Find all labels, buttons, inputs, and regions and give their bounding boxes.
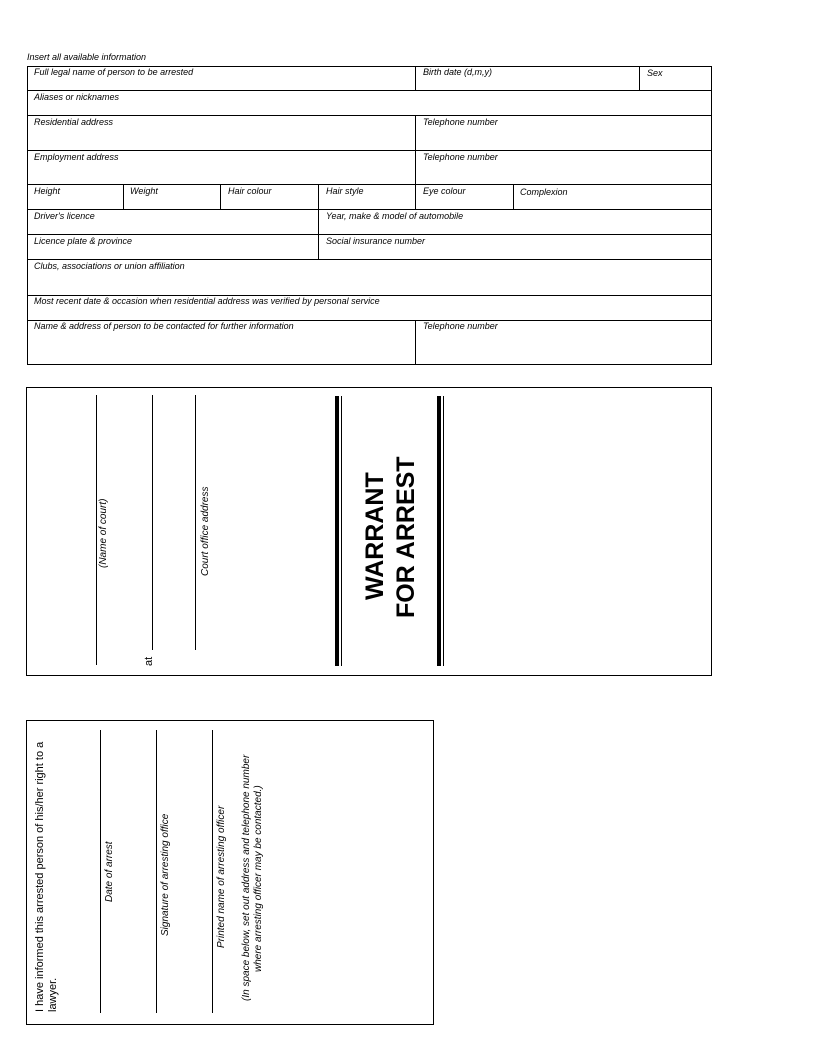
- signature-label: Signature of arresting office: [160, 813, 171, 936]
- telephone-field-3[interactable]: Telephone number: [423, 321, 498, 331]
- warrant-title-line1: WARRANT: [361, 472, 389, 600]
- row-rule: [27, 259, 712, 260]
- col-rule: [513, 184, 514, 209]
- info-header: Insert all available information: [27, 52, 147, 62]
- informed-statement-line1: I have informed this arrested person of his/her right to a: [34, 741, 46, 1012]
- row-rule: [27, 150, 712, 151]
- court-address-line: [195, 395, 196, 650]
- complexion-field[interactable]: Complexion: [520, 187, 568, 197]
- weight-field[interactable]: Weight: [130, 186, 158, 196]
- employment-address-field[interactable]: Employment address: [34, 152, 119, 162]
- full-name-field[interactable]: Full legal name of person to be arrested: [34, 67, 194, 77]
- licence-plate-field[interactable]: Licence plate & province: [34, 236, 133, 246]
- signature-line: [156, 730, 157, 1013]
- warrant-title-line2: FOR ARREST: [392, 456, 420, 618]
- row-rule: [27, 209, 712, 210]
- telephone-field-2[interactable]: Telephone number: [423, 152, 498, 162]
- row-rule: [27, 184, 712, 185]
- row-rule: [27, 234, 712, 235]
- social-insurance-field[interactable]: Social insurance number: [326, 236, 426, 246]
- title-rule-left: [335, 396, 339, 666]
- col-rule: [415, 184, 416, 209]
- col-rule: [415, 320, 416, 365]
- birth-date-field[interactable]: Birth date (d,m,y): [423, 67, 493, 77]
- court-name-label: (Name of court): [98, 498, 109, 568]
- hair-colour-field[interactable]: Hair colour: [228, 186, 272, 196]
- sex-field[interactable]: Sex: [647, 68, 663, 78]
- hair-style-field[interactable]: Hair style: [326, 186, 364, 196]
- title-rule-left-thin: [341, 396, 342, 666]
- col-rule: [415, 115, 416, 184]
- title-rule-right: [437, 396, 441, 666]
- arrest-endorsement-panel: [26, 720, 434, 1025]
- drivers-licence-field[interactable]: Driver's licence: [34, 211, 95, 221]
- height-field[interactable]: Height: [34, 186, 61, 196]
- row-rule: [27, 115, 712, 116]
- contact-person-field[interactable]: Name & address of person to be contacted for further information: [34, 321, 294, 331]
- court-location-line: [152, 395, 153, 650]
- residential-address-field[interactable]: Residential address: [34, 117, 114, 127]
- contact-note-line2: where arresting officer may be contacted.): [253, 785, 264, 972]
- eye-colour-field[interactable]: Eye colour: [423, 186, 466, 196]
- telephone-field-1[interactable]: Telephone number: [423, 117, 498, 127]
- date-of-arrest-label: Date of arrest: [104, 841, 115, 902]
- col-rule: [318, 209, 319, 259]
- at-label: at: [143, 656, 155, 666]
- court-name-line: [96, 395, 97, 665]
- automobile-field[interactable]: Year, make & model of automobile: [326, 211, 464, 221]
- title-rule-right-thin: [443, 396, 444, 666]
- col-rule: [415, 66, 416, 90]
- col-rule: [123, 184, 124, 209]
- printed-name-label: Printed name of arresting officer: [216, 805, 227, 948]
- contact-note-line1: (In space below, set out address and telephone number: [241, 754, 252, 1001]
- row-rule: [27, 90, 712, 91]
- col-rule: [318, 184, 319, 209]
- printed-name-line: [212, 730, 213, 1013]
- aliases-field[interactable]: Aliases or nicknames: [34, 92, 120, 102]
- col-rule: [639, 66, 640, 90]
- date-of-arrest-line: [100, 730, 101, 1013]
- court-address-label: Court office address: [200, 486, 211, 576]
- informed-statement-line2: lawyer.: [47, 977, 59, 1012]
- address-verified-field[interactable]: Most recent date & occasion when residential address was verified by personal service: [34, 296, 380, 306]
- col-rule: [220, 184, 221, 209]
- clubs-field[interactable]: Clubs, associations or union affiliation: [34, 261, 185, 271]
